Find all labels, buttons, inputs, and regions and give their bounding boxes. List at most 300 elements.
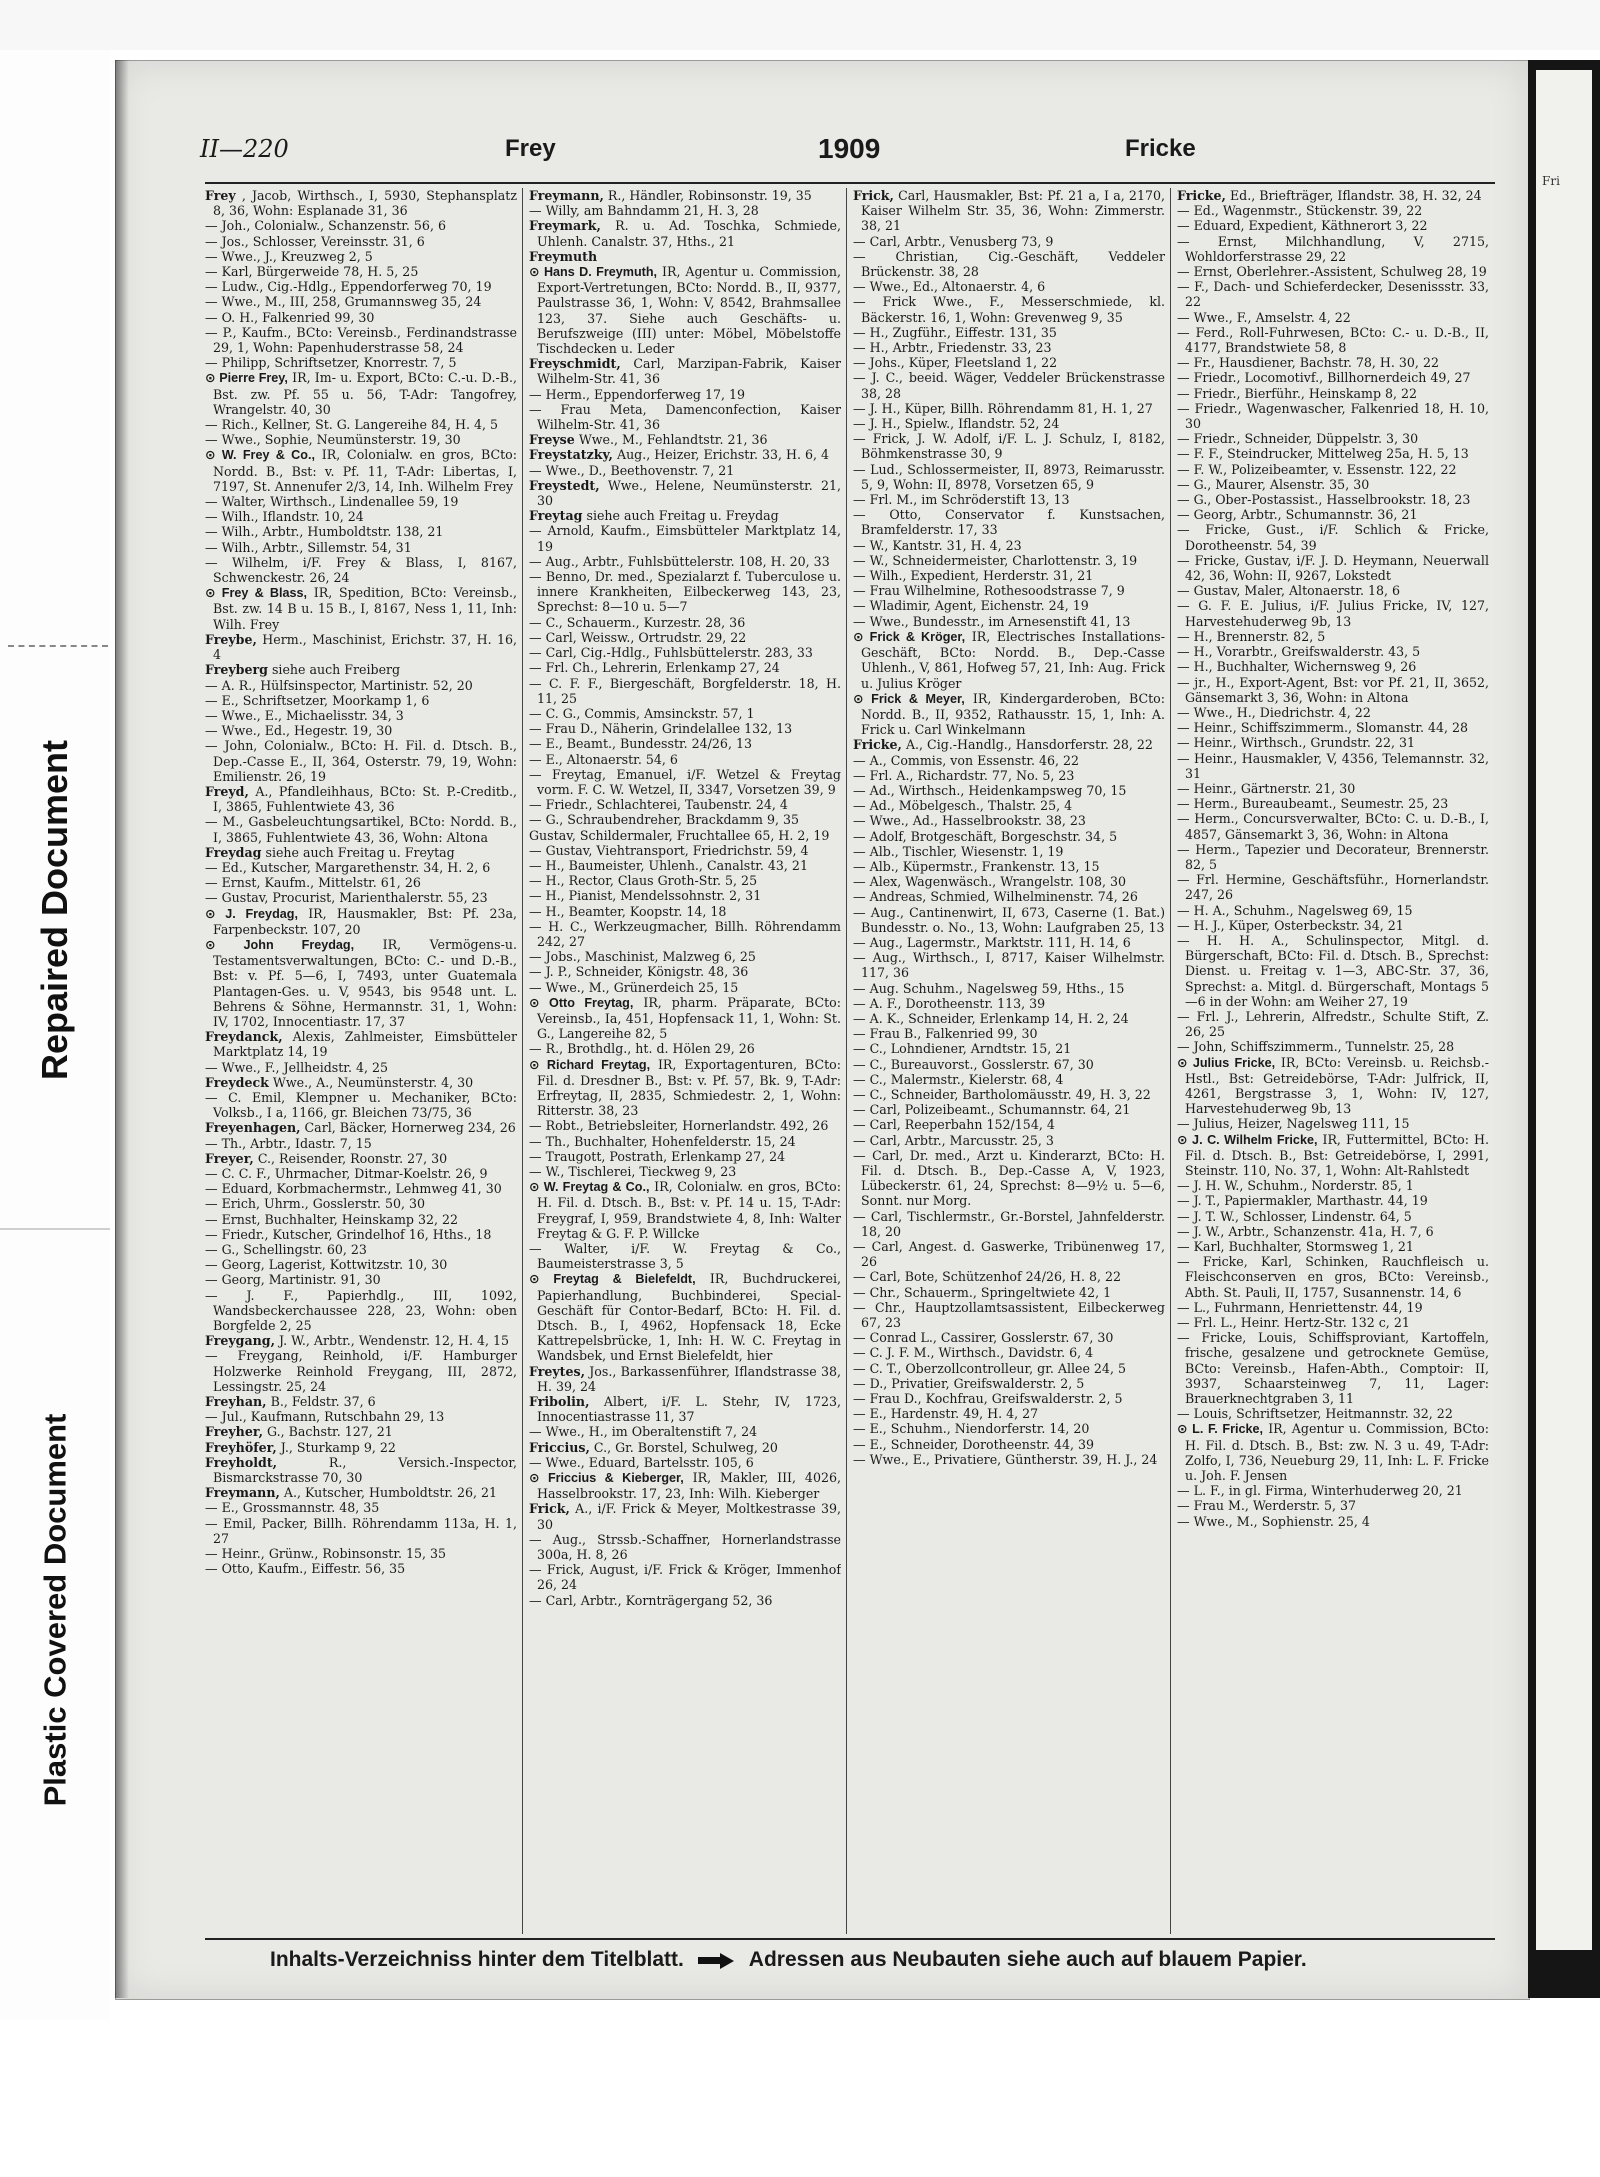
entry-text: — E., Beamt., Bundesstr. 24/26, 13 <box>529 736 752 752</box>
entry-name: Freystatzky, <box>529 447 613 463</box>
entry-text: — Alex, Wagenwäsch., Wrangelstr. 108, 30 <box>853 874 1126 890</box>
directory-entry <box>1177 401 1489 431</box>
entry-name: ⊙ Otto Freytag, <box>529 995 634 1010</box>
entry-text: — Carl, Reeperbahn 152/154, 4 <box>853 1117 1055 1133</box>
directory-entry <box>853 1330 1165 1345</box>
entry-name: ⊙ Richard Freytag, <box>529 1057 651 1072</box>
directory-columns <box>205 188 1495 1934</box>
entry-text: Wwe., A., Neumünsterstr. 4, 30 <box>272 1074 474 1090</box>
entry-text: — C., Bureauvorst., Gosslerstr. 67, 30 <box>853 1056 1094 1072</box>
directory-entry <box>1177 264 1489 279</box>
entry-text: Carl, Bäcker, Hornerweg 234, 26 <box>304 1120 516 1136</box>
directory-entry <box>205 540 517 555</box>
entry-text: — Jul., Kaufmann, Rutschbahn 29, 13 <box>205 1409 445 1425</box>
directory-entry <box>205 1288 517 1334</box>
directory-entry <box>1177 1193 1489 1208</box>
entry-text: IR, Buchdruckerei, Papierhandlung, Buchbinderei, Special-Geschäft für Contor-Bedarf, BCto: H. Fil. d. Dtsch. B., I, 4962, Hopfensack 18, Ecke Kattrepelsbrücke, 1, Inh: H. W. C. Freytag in Wandsbek, und Ernst Bielefeldt, hier <box>537 1271 841 1364</box>
directory-entry <box>529 949 841 964</box>
entry-text: — E., Schneider, Dorotheenstr. 44, 39 <box>853 1436 1095 1452</box>
directory-entry <box>529 432 841 447</box>
entry-text: — Ed., Kutscher, Margarethenstr. 34, H. 2, 6 <box>205 859 491 875</box>
directory-entry <box>529 995 841 1042</box>
entry-text: — C., Schneider, Bartholomäusstr. 49, H. 3, 22 <box>853 1086 1151 1102</box>
directory-entry <box>1177 1178 1489 1193</box>
directory-entry <box>529 873 841 888</box>
entry-text: C., Reisender, Roonstr. 27, 30 <box>257 1150 448 1166</box>
entry-text: — Otto, Conservator f. Kunstsachen, Bramfelderstr. 17, 33 <box>853 507 1165 538</box>
entry-name: ⊙ W. Frey & Co., <box>205 448 315 463</box>
directory-entry <box>529 964 841 979</box>
directory-entry <box>1177 507 1489 522</box>
directory-entry <box>853 1072 1165 1087</box>
entry-text: — Joh., Colonialw., Schanzenstr. 56, 6 <box>205 218 446 234</box>
entry-text: — Aug., Wirthsch., I, 8717, Kaiser Wilhelmstr. 117, 36 <box>853 950 1165 981</box>
directory-entry <box>853 416 1165 431</box>
entry-text: — J. H., Spielw., Iflandstr. 52, 24 <box>853 416 1060 432</box>
entry-text: — C., Schauerm., Kurzestr. 28, 36 <box>529 614 746 630</box>
entry-text: IR, Vermögens-u. Testamentsverwaltungen, BCto: C.- und D.-B., Bst: v. Pf. 5—6, I, 7493, unter Guatemala Plantagen-Ges. u. V, 9543, bis 9548 unt. L. Behrens & Söhne, Hermannstr. 31, 1, Wohn: IV, 1702, Innocentiastr. 17, 37 <box>213 936 517 1029</box>
entry-text: — Wwe., F., Amselstr. 4, 22 <box>1177 309 1351 325</box>
directory-entry <box>205 1440 517 1455</box>
entry-text: Wwe., Helene, Neumünsterstr. 21, 30 <box>537 477 841 509</box>
directory-entry <box>1177 218 1489 233</box>
directory-entry <box>205 738 517 784</box>
directory-entry <box>529 767 841 797</box>
directory-entry <box>529 523 841 553</box>
directory-entry <box>205 890 517 905</box>
directory-entry <box>1177 659 1489 674</box>
entry-text: — C. T., Oberzollcontrolleur, gr. Allee 24, 5 <box>853 1360 1126 1376</box>
entry-name: Freyschmidt, <box>529 356 621 372</box>
directory-entry <box>1177 751 1489 781</box>
entry-text: — G., Ober-Postassist., Hasselbrookstr. 18, 23 <box>1177 492 1471 508</box>
entry-text: — C. J. F. M., Wirthsch., Davidstr. 6, 4 <box>853 1345 1094 1361</box>
directory-entry <box>205 249 517 264</box>
directory-entry <box>205 279 517 294</box>
entry-text: — Frau D., Näherin, Grindelallee 132, 13 <box>529 721 793 737</box>
entry-text: J. W., Arbtr., Wendenstr. 12, H. 4, 15 <box>279 1333 510 1349</box>
entry-name: Freygang, <box>205 1333 275 1349</box>
entry-text: IR, BCto: Vereinsb. u. Reichsb.-Hstl., Bst: Getreidebörse, T-Adr: Julfrick, II, 4261, Bergstrasse 3, 1, Wohn: IV, 127, Harvestehuderweg 9b, 13 <box>1185 1054 1489 1117</box>
entry-text: — Wilh., Arbtr., Humboldtstr. 138, 21 <box>205 524 444 540</box>
entry-text: — Fricke, Gustav, i/F. J. D. Heymann, Neuerwall 42, 36, Wohn: II, 9267, Lokstedt <box>1177 552 1489 584</box>
entry-text: — J. H. W., Schuhm., Norderstr. 85, 1 <box>1177 1178 1414 1194</box>
entry-text: — Frl. A., Richardstr. 77, No. 5, 23 <box>853 767 1075 783</box>
entry-text: — Heinr., Grünw., Robinsonstr. 15, 35 <box>205 1546 447 1562</box>
entry-name: Freymuth <box>529 248 598 264</box>
directory-entry <box>529 828 841 843</box>
entry-text: — Ernst, Milchhandlung, V, 2715, Wohldorferstrasse 29, 22 <box>1177 233 1489 264</box>
entry-text: — Heinr., Hausmakler, V, 4356, Telemannstr. 32, 31 <box>1177 750 1489 781</box>
directory-entry <box>1177 553 1489 583</box>
entry-text: — P., Kaufm., BCto: Vereinsb., Ferdinandstrasse 29, 1, Wohn: Papenhuderstrasse 58, 24 <box>205 324 517 356</box>
directory-entry <box>529 721 841 736</box>
column-3 <box>853 188 1165 1934</box>
directory-entry <box>529 554 841 569</box>
directory-entry <box>529 249 841 264</box>
directory-entry <box>529 736 841 751</box>
entry-name: ⊙ J. Freydag, <box>205 906 298 921</box>
directory-entry <box>529 203 841 218</box>
entry-text: — Frl. Ch., Lehrerin, Erlenkamp 27, 24 <box>529 660 780 676</box>
entry-text: — A. R., Hülfsinspector, Martinistr. 52, 20 <box>205 677 473 693</box>
entry-text: Albert, i/F. L. Stehr, IV, 1723, Innocentiastrasse 11, 37 <box>537 1394 841 1425</box>
entry-text: IR, Exportagenturen, BCto: Fil. d. Dresdner B., Bst: v. Pf. 57, Bk. 9, T-Adr: Erfreytag, II, 2835, Schmiedestr. 2, 1, Wohn: Ritterstr. 38, 23 <box>537 1056 841 1119</box>
entry-text: — Wwe., H., im Oberaltenstift 7, 24 <box>529 1424 758 1440</box>
entry-text: — Ferd., Roll-Fuhrwesen, BCto: C.- u. D.-B., II, 4177, Brandstwiete 58, 8 <box>1177 324 1489 356</box>
directory-entry <box>853 538 1165 553</box>
entry-name: Freyd, <box>205 783 249 799</box>
directory-entry <box>853 1421 1165 1436</box>
directory-entry <box>529 387 841 402</box>
entry-text: — Frau Meta, Damenconfection, Kaiser Wilhelm-Str. 41, 36 <box>529 401 841 433</box>
entry-name: Frey <box>205 188 236 203</box>
directory-entry <box>205 509 517 524</box>
entry-text: — Wwe., D., Beethovenstr. 7, 21 <box>529 462 735 478</box>
entry-text: — Carl, Polizeibeamt., Schumannstr. 64, 21 <box>853 1102 1131 1118</box>
entry-text: IR, Electrisches Installations-Geschäft, BCto: Nordd. B., Dep.-Casse Uhlenh., V, 861, Hofweg 57, 21, Inh: Aug. Frick u. Julius Kröger <box>861 628 1165 691</box>
directory-entry <box>205 264 517 279</box>
entry-text: — H., Brennerstr. 82, 5 <box>1177 628 1326 644</box>
directory-entry <box>1177 675 1489 705</box>
entry-text: — Frick, J. W. Adolf, i/F. L. J. Schulz, I, 8182, Böhmkenstrasse 30, 9 <box>853 431 1165 462</box>
directory-entry <box>853 629 1165 691</box>
entry-name: Freybe, <box>205 631 257 647</box>
directory-entry <box>1177 477 1489 492</box>
entry-text: IR, Colonialw. en gros, BCto: H. Fil. d. Dtsch. B., Bst: v. Pf. 14 u. 15, T-Adr: Freygraf, I, 959, Brandstwiete 4, 8, Inh: Walter Freytag & G. F. P. Willcke <box>537 1179 841 1241</box>
entry-text: — Alb., Küpermstr., Frankenstr. 13, 15 <box>853 858 1100 874</box>
directory-entry <box>853 188 1165 234</box>
entry-name: Freymark, <box>529 218 601 234</box>
entry-text: — Rich., Kellner, St. G. Langereihe 84, H. 4, 5 <box>205 417 498 433</box>
header-year: 1909 <box>818 133 881 164</box>
directory-entry <box>205 906 517 937</box>
entry-text: — John, Schiffszimmerm., Tunnelstr. 25, 28 <box>1177 1039 1455 1055</box>
directory-entry <box>1177 1330 1489 1406</box>
directory-entry <box>853 1269 1165 1284</box>
directory-entry <box>853 507 1165 537</box>
directory-entry <box>853 1041 1165 1056</box>
entry-name: Freyhan, <box>205 1394 267 1410</box>
directory-entry <box>205 1227 517 1242</box>
directory-entry <box>853 1148 1165 1209</box>
directory-entry <box>205 1516 517 1546</box>
directory-entry <box>529 188 841 203</box>
directory-entry <box>529 1364 841 1394</box>
entry-text: — R., Brothdlg., ht. d. Hölen 29, 26 <box>529 1041 755 1057</box>
entry-text: Herm., Maschinist, Erichstr. 37, H. 16, 4 <box>213 631 517 663</box>
page-header <box>200 135 1490 169</box>
directory-entry <box>205 937 517 1029</box>
entry-text: — Fricke, Karl, Schinken, Rauchfleisch u. Fleischconserven en gros, BCto: Vereinsb., Abth. St. Pauli, II, 1757, Susannenstr. 14, 6 <box>1177 1254 1489 1300</box>
directory-entry <box>529 888 841 903</box>
entry-text: — jr., H., Export-Agent, Bst: vor Pf. 21, II, 3652, Gänsemarkt 3, 36, Wohn: in Altona <box>1177 674 1489 705</box>
header-rule <box>205 182 1495 184</box>
plastic-covered-label: Plastic Covered Document <box>37 1413 73 1807</box>
pointing-hand-icon <box>698 1952 736 1968</box>
entry-text: — Wladimir, Agent, Eichenstr. 24, 19 <box>853 598 1089 614</box>
entry-text: — Carl, Angest. d. Gaswerke, Tribünenweg 17, 26 <box>853 1239 1165 1270</box>
entry-text: Carl, Hausmakler, Bst: Pf. 21 a, I a, 2170, Kaiser Wilhelm Str. 35, 36, Wohn: Zimmerstr. 38, 21 <box>861 188 1165 234</box>
scan-top-margin <box>0 0 1600 50</box>
directory-entry <box>205 1272 517 1287</box>
entry-text: — Carl, Weissw., Ortrudstr. 29, 22 <box>529 629 747 645</box>
entry-text: — Wilhelm, i/F. Frey & Blass, I, 8167, Schwenckestr. 26, 24 <box>205 554 517 586</box>
entry-name: Frick, <box>529 1501 570 1517</box>
entry-text: — Friedr., Kutscher, Grindelhof 16, Hths., 18 <box>205 1226 492 1242</box>
directory-entry <box>853 768 1165 783</box>
entry-text: B., Feldstr. 37, 6 <box>270 1394 376 1410</box>
entry-name: Freydeck <box>205 1074 269 1090</box>
entry-text: — Wwe., Ed., Altonaerstr. 4, 6 <box>853 279 1046 295</box>
directory-entry <box>205 1485 517 1500</box>
directory-entry <box>1177 598 1489 628</box>
column-divider <box>846 188 847 1934</box>
entry-text: — Freygang, Reinhold, i/F. Hamburger Holzwerke Reinhold Freygang, III, 2872, Lessingstr. 25, 24 <box>205 1348 517 1394</box>
entry-text: — G., Schellingstr. 60, 23 <box>205 1242 367 1258</box>
entry-text: — Georg, Lagerist, Kottwitzstr. 10, 30 <box>205 1257 448 1273</box>
directory-entry <box>205 1348 517 1394</box>
directory-entry <box>529 1470 841 1501</box>
entry-text: — Friedr., Schlachterei, Taubenstr. 24, 4 <box>529 797 788 813</box>
directory-entry <box>1177 355 1489 370</box>
entry-text: Alexis, Zahlmeister, Eimsbütteler Marktplatz 14, 19 <box>213 1029 517 1060</box>
entry-text: — J. P., Schneider, Königstr. 48, 36 <box>529 964 749 980</box>
entry-text: — Ernst, Kaufm., Mittelstr. 61, 26 <box>205 875 421 891</box>
entry-text: — Aug., Cantinenwirt, II, 673, Caserne (1. Bat.) Bundesstr. o. No., 13, Wohn: Laufgraben 25, 13 <box>853 904 1165 935</box>
entry-text: — Wilh., Arbtr., Sillemstr. 54, 31 <box>205 539 412 555</box>
entry-text: A., i/F. Frick & Meyer, Moltkestrasse 39, 30 <box>537 1501 841 1532</box>
entry-name: ⊙ Frick & Meyer, <box>853 691 965 706</box>
entry-text: — J. W., Arbtr., Schanzenstr. 41a, H. 7, 6 <box>1177 1223 1434 1239</box>
entry-text: — Aug., Arbtr., Fuhlsbüttelerstr. 108, H. 20, 33 <box>529 553 830 569</box>
directory-entry <box>853 1087 1165 1102</box>
directory-entry <box>205 310 517 325</box>
directory-entry <box>205 723 517 738</box>
directory-entry <box>205 1090 517 1120</box>
directory-entry <box>205 1242 517 1257</box>
entry-name: Friccius, <box>529 1439 590 1455</box>
entry-text: — C. F. F., Biergeschäft, Borgfelderstr. 18, H. 11, 25 <box>529 675 841 706</box>
directory-entry <box>853 1057 1165 1072</box>
entry-text: — Wwe., Bundesstr., im Arnesenstift 41, 13 <box>853 613 1131 629</box>
entry-text: — Wwe., J., Kreuzweg 2, 5 <box>205 248 373 264</box>
next-page-edge <box>1528 60 1600 1998</box>
entry-text: — Robt., Betriebsleiter, Hornerlandstr. 492, 26 <box>529 1118 829 1134</box>
directory-entry <box>529 660 841 675</box>
directory-entry <box>1177 796 1489 811</box>
directory-entry <box>853 1437 1165 1452</box>
directory-entry <box>853 325 1165 340</box>
entry-text: — A. K., Schneider, Erlenkamp 14, H. 2, 24 <box>853 1010 1129 1026</box>
directory-entry <box>853 583 1165 598</box>
directory-entry <box>529 1057 841 1119</box>
directory-entry <box>529 478 841 508</box>
entry-text: — Johs., Küper, Fleetsland 1, 22 <box>853 355 1058 371</box>
entry-text: G., Bachstr. 127, 21 <box>266 1424 393 1440</box>
entry-name: Fribolin, <box>529 1394 590 1410</box>
entry-text: — Christian, Cig.-Geschäft, Veddeler Brückenstr. 38, 28 <box>853 248 1165 280</box>
entry-text: Jos., Barkassenführer, Iflandstrasse 38, H. 39, 24 <box>537 1363 841 1394</box>
directory-entry <box>205 1196 517 1211</box>
entry-text: — Wwe., M., Sophienstr. 25, 4 <box>1177 1513 1370 1529</box>
entry-text: — Julius, Heizer, Nagelsweg 111, 15 <box>1177 1116 1410 1132</box>
directory-entry <box>1177 234 1489 264</box>
directory-entry <box>205 693 517 708</box>
directory-entry <box>529 1562 841 1592</box>
entry-text: — E., Schriftsetzer, Moorkamp 1, 6 <box>205 692 430 708</box>
entry-text: — Herm., Concursverwalter, BCto: C. u. D.-B., I, 4857, Gänsemarkt 3, 36, Wohn: in Altona <box>1177 811 1489 842</box>
directory-entry <box>1177 903 1489 918</box>
entry-name: Freyse <box>529 432 575 448</box>
directory-entry <box>529 797 841 812</box>
entry-name: Freytes, <box>529 1363 585 1379</box>
directory-entry <box>1177 811 1489 841</box>
entry-text: — Wwe., M., III, 258, Grumannsweg 35, 24 <box>205 294 482 310</box>
entry-name: Frick, <box>853 188 894 203</box>
directory-entry <box>1177 1406 1489 1421</box>
directory-entry <box>205 585 517 632</box>
directory-entry <box>205 662 517 677</box>
entry-text: — Friedr., Wagenwascher, Falkenried 18, H. 10, 30 <box>1177 400 1489 432</box>
entry-name: ⊙ Pierre Frey, <box>205 371 288 386</box>
entry-text: — Carl, Bote, Schützenhof 24/26, H. 8, 22 <box>853 1269 1122 1285</box>
entry-name: ⊙ Friccius & Kieberger, <box>529 1471 684 1486</box>
directory-entry <box>853 1209 1165 1239</box>
directory-entry <box>853 753 1165 768</box>
entry-text: — C., Lohndiener, Arndtstr. 15, 21 <box>853 1041 1072 1057</box>
entry-text: — Th., Buchhalter, Hohenfelderstr. 15, 24 <box>529 1133 796 1149</box>
entry-text: — Ernst, Buchhalter, Heinskamp 32, 22 <box>205 1211 459 1227</box>
entry-text: — Aug., Lagermstr., Marktstr. 111, H. 14, 6 <box>853 934 1131 950</box>
entry-text: — H., Arbtr., Friedenstr. 33, 23 <box>853 340 1052 356</box>
entry-text: — Philipp, Schriftsetzer, Knorrestr. 7, 5 <box>205 355 457 371</box>
directory-entry <box>529 1394 841 1424</box>
directory-entry <box>529 1149 841 1164</box>
directory-entry <box>1177 705 1489 720</box>
directory-entry <box>205 447 517 494</box>
repaired-document-label: Repaired Document <box>34 739 76 1081</box>
directory-entry <box>529 356 841 386</box>
entry-text: A., Cig.-Handlg., Hansdorferstr. 28, 22 <box>905 737 1153 753</box>
directory-entry <box>529 1241 841 1271</box>
directory-entry <box>853 905 1165 935</box>
directory-entry <box>205 632 517 662</box>
entry-text: — Wwe., Eduard, Bartelsstr. 105, 6 <box>529 1454 754 1470</box>
entry-text: — H., Zugführ., Eiffestr. 131, 35 <box>853 324 1057 340</box>
entry-text: IR, Agentur u. Commission, Export-Vertretungen, BCto: Nordd. B., II, 9377, Paulstrasse 36, 1, Wohn: V, 8542, Brahmsallee 123, 37. Siehe auch Geschäfts- u. Berufszweige (III) unter: Möbel, Möbelstoffe Tischdecken u. Leder <box>537 264 841 357</box>
entry-text: — Herm., Tapezier und Decorateur, Brennerstr. 82, 5 <box>1177 841 1489 872</box>
next-page-fragment: Fri <box>1542 174 1560 188</box>
directory-entry <box>529 1041 841 1056</box>
entry-text: — Eduard, Korbmachermstr., Lehmweg 41, 30 <box>205 1181 502 1197</box>
entry-text: — Carl, Cig.-Hdlg., Fuhlsbüttelerstr. 283, 33 <box>529 645 813 661</box>
directory-entry <box>1177 842 1489 872</box>
directory-entry <box>205 432 517 447</box>
entry-text: — Ad., Möbelgesch., Thalstr. 25, 4 <box>853 798 1073 814</box>
entry-text: — Gustav, Viehtransport, Friedrichstr. 59, 4 <box>529 842 809 858</box>
directory-entry <box>853 1102 1165 1117</box>
entry-text: — Wilh., Expedient, Herderstr. 31, 21 <box>853 568 1094 584</box>
directory-entry <box>529 402 841 432</box>
directory-entry <box>529 1179 841 1241</box>
directory-entry <box>853 431 1165 461</box>
entry-text: A., Pfandleihhaus, BCto: St. P.-Creditb., I, 3865, Fuhlentwiete 43, 36 <box>213 783 517 815</box>
directory-entry <box>205 188 517 218</box>
directory-entry <box>1177 522 1489 552</box>
entry-text: — J. F., Papierhdlg., III, 1092, Wandsbeckerchaussee 228, 23, Wohn: oben Borgfelde 2, 25 <box>205 1287 517 1334</box>
directory-entry <box>1177 1483 1489 1498</box>
entry-text: — Ed., Wagenmstr., Stückenstr. 39, 22 <box>1177 203 1423 219</box>
directory-entry <box>1177 1254 1489 1300</box>
repaired-label-band <box>0 600 110 1220</box>
entry-text: siehe auch Freiberg <box>271 662 401 678</box>
directory-entry <box>1177 933 1489 1009</box>
directory-entry <box>853 981 1165 996</box>
entry-text: — G., Schraubendreher, Brackdamm 9, 35 <box>529 812 799 828</box>
column-2 <box>529 188 841 1934</box>
directory-entry <box>853 950 1165 980</box>
entry-text: — Friedr., Locomotivf., Billhornerdeich 49, 27 <box>1177 370 1471 386</box>
entry-text: — W., Tischlerei, Tieckweg 9, 23 <box>529 1164 737 1179</box>
entry-text: — W., Kantstr. 31, H. 4, 23 <box>853 537 1022 553</box>
entry-text: IR, pharm. Präparate, BCto: Vereinsb., Ia, 451, Hopfensack 11, 1, Wohn: St. G., Langereihe 82, 5 <box>537 994 841 1042</box>
entry-text: — Fricke, Gust., i/F. Schlich & Fricke, Dorotheenstr. 54, 39 <box>1177 522 1489 553</box>
entry-name: Freymann, <box>205 1485 280 1501</box>
entry-text: — Frau D., Kochfrau, Greifswalderstr. 2, 5 <box>853 1391 1123 1407</box>
entry-text: — M., Gasbeleuchtungsartikel, BCto: Nordd. B., I, 3865, Fuhlentwiete 43, 36, Wohn: Altona <box>205 814 517 845</box>
entry-text: — Heinr., Wirthsch., Grundstr. 22, 31 <box>1177 735 1415 751</box>
entry-text: — E., Grossmannstr. 48, 35 <box>205 1500 380 1516</box>
directory-entry <box>853 1376 1165 1391</box>
entry-text: — Willy, am Bahndamm 21, H. 3, 28 <box>529 203 759 219</box>
directory-entry <box>853 691 1165 738</box>
entry-name: ⊙ L. F. Fricke, <box>1177 1422 1264 1437</box>
entry-text: — Fr., Hausdiener, Bachstr. 78, H. 30, 22 <box>1177 355 1439 371</box>
directory-entry <box>205 1151 517 1166</box>
entry-text: IR, Agentur u. Commission, BCto: H. Fil. d. Dtsch. B., Bst: zw. N. 3 u. 49, T-Adr: Zolfo, I, 736, Neueburg 29, 11, Inh: L. F. Fricke u. Joh. F. Jensen <box>1185 1421 1489 1484</box>
entry-text: — Wwe., Sophie, Neumünsterstr. 19, 30 <box>205 432 461 448</box>
entry-text: — Frick Wwe., F., Messerschmiede, kl. Bäckerstr. 16, 1, Wohn: Grevenweg 9, 35 <box>853 294 1165 325</box>
directory-entry <box>1177 1421 1489 1483</box>
entry-text: Aug., Heizer, Erichstr. 33, H. 6, 4 <box>616 447 830 463</box>
directory-entry <box>529 1134 841 1149</box>
entry-name: Freyberg <box>205 662 268 678</box>
entry-name: Freyhöfer, <box>205 1439 277 1455</box>
entry-text: — A., Commis, von Essenstr. 46, 22 <box>853 752 1080 768</box>
entry-text: — Benno, Dr. med., Spezialarzt f. Tuberculose u. innere Krankheiten, Eilbeckerweg 143, 23, Sprechst: 8—10 u. 5—7 <box>529 569 841 615</box>
entry-text: — C., Malermstr., Kielerstr. 68, 4 <box>853 1071 1064 1087</box>
directory-entry <box>1177 735 1489 750</box>
header-right-word: Fricke <box>1125 135 1196 162</box>
entry-text: Gustav, Schildermaler, Fruchtallee 65, H. 2, 19 <box>529 827 830 843</box>
directory-entry <box>1177 644 1489 659</box>
entry-text: IR, Kindergarderoben, BCto: Nordd. B., II, 9352, Rathausstr. 15, 1, Inh: A. Frick u. Carl Winkelmann <box>861 690 1165 738</box>
directory-entry <box>205 417 517 432</box>
entry-name: Freydanck, <box>205 1029 283 1045</box>
entry-text: IR, Hausmakler, Bst: Pf. 23a, Farpenbeckstr. 107, 20 <box>213 905 517 937</box>
entry-text: — O. H., Falkenried 99, 30 <box>205 309 375 325</box>
directory-entry <box>529 508 841 523</box>
directory-entry <box>205 1455 517 1485</box>
entry-name: ⊙ Freytag & Bielefeldt, <box>529 1272 696 1287</box>
entry-name: ⊙ Frick & Kröger, <box>853 629 966 644</box>
plastic-label-band <box>0 1250 110 1970</box>
entry-text: — Alb., Tischler, Wiesenstr. 1, 19 <box>853 843 1064 859</box>
entry-text: — Ad., Wirthsch., Heidenkampsweg 70, 15 <box>853 782 1127 798</box>
directory-entry <box>205 1500 517 1515</box>
header-left-word: Frey <box>505 135 556 162</box>
